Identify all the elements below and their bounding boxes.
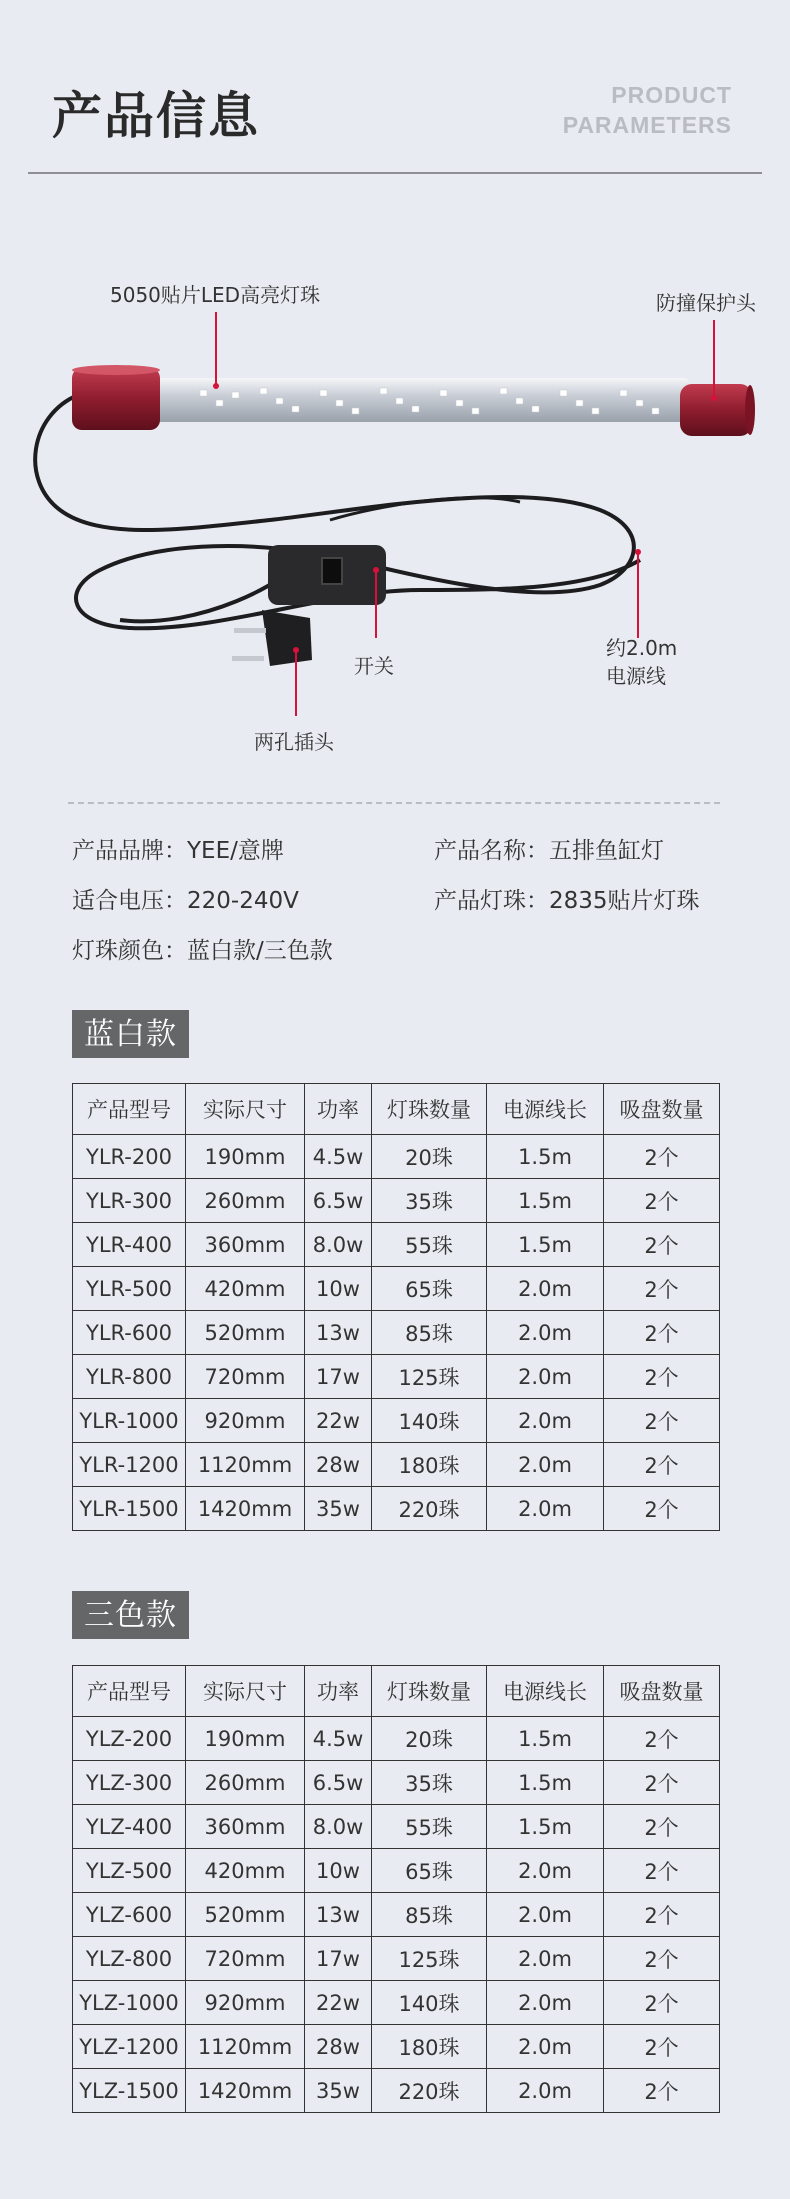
cell-power: 35w [305, 1487, 372, 1531]
cell-model: YLR-1000 [73, 1399, 186, 1443]
cell-size: 360mm [186, 1223, 305, 1267]
table-row [73, 1311, 720, 1355]
cell-suction: 2个 [604, 1761, 720, 1805]
cell-cable: 2.0m [487, 1937, 604, 1981]
cell-size: 1120mm [186, 2025, 305, 2069]
cell-suction: 2个 [604, 1487, 720, 1531]
spec-table-tri-color [72, 1665, 720, 2113]
cell-model: YLR-600 [73, 1311, 186, 1355]
cell-suction: 2个 [604, 1311, 720, 1355]
cell-suction: 2个 [604, 1135, 720, 1179]
cell-suction: 2个 [604, 1893, 720, 1937]
header-divider [28, 172, 762, 174]
cell-power: 8.0w [305, 1805, 372, 1849]
cell-suction: 2个 [604, 1443, 720, 1487]
info-divider [68, 802, 720, 804]
cell-size: 1120mm [186, 1443, 305, 1487]
cell-size: 260mm [186, 1179, 305, 1223]
cell-size: 360mm [186, 1805, 305, 1849]
cell-power: 4.5w [305, 1135, 372, 1179]
cell-cable: 1.5m [487, 1223, 604, 1267]
cell-power: 6.5w [305, 1761, 372, 1805]
cell-cable: 2.0m [487, 1849, 604, 1893]
cell-beads: 180珠 [372, 2025, 487, 2069]
cell-suction: 2个 [604, 1267, 720, 1311]
cell-size: 520mm [186, 1311, 305, 1355]
cell-model: YLR-200 [73, 1135, 186, 1179]
cell-cable: 2.0m [487, 1487, 604, 1531]
cell-model: YLZ-500 [73, 1849, 186, 1893]
cell-cable: 1.5m [487, 1179, 604, 1223]
cell-size: 720mm [186, 1937, 305, 1981]
cell-beads: 85珠 [372, 1311, 487, 1355]
cell-suction: 2个 [604, 1399, 720, 1443]
cell-power: 4.5w [305, 1717, 372, 1761]
subtitle-line-2: PARAMETERS [562, 112, 732, 138]
cell-power: 28w [305, 1443, 372, 1487]
cell-size: 520mm [186, 1893, 305, 1937]
cell-beads: 180珠 [372, 1443, 487, 1487]
cell-beads: 20珠 [372, 1717, 487, 1761]
table-row [73, 1179, 720, 1223]
cell-beads: 85珠 [372, 1893, 487, 1937]
cell-power: 22w [305, 1981, 372, 2025]
cell-power: 6.5w [305, 1179, 372, 1223]
cell-size: 720mm [186, 1355, 305, 1399]
cell-power: 28w [305, 2025, 372, 2069]
cell-suction: 2个 [604, 1805, 720, 1849]
cell-suction: 2个 [604, 1179, 720, 1223]
info-name: 产品名称：五排鱼缸灯 [434, 838, 664, 864]
cell-model: YLZ-1200 [73, 2025, 186, 2069]
cell-beads: 140珠 [372, 1399, 487, 1443]
cell-size: 190mm [186, 1717, 305, 1761]
cell-beads: 65珠 [372, 1267, 487, 1311]
cell-suction: 2个 [604, 2069, 720, 2113]
cell-suction: 2个 [604, 1223, 720, 1267]
subtitle-line-1: PRODUCT [611, 82, 732, 108]
cell-beads: 55珠 [372, 1805, 487, 1849]
cell-cable: 2.0m [487, 1311, 604, 1355]
cell-size: 190mm [186, 1135, 305, 1179]
cell-beads: 35珠 [372, 1761, 487, 1805]
col-cable: 电源线长 [487, 1084, 604, 1135]
cell-power: 35w [305, 2069, 372, 2113]
table-row [73, 1761, 720, 1805]
cell-cable: 2.0m [487, 1893, 604, 1937]
cell-size: 920mm [186, 1981, 305, 2025]
cell-suction: 2个 [604, 2025, 720, 2069]
col-beads: 灯珠数量 [372, 1084, 487, 1135]
callout-cable-label: 电源线 [606, 664, 666, 688]
cell-power: 10w [305, 1267, 372, 1311]
cell-model: YLZ-200 [73, 1717, 186, 1761]
callout-plug: 两孔插头 [254, 730, 334, 754]
table-row [73, 2025, 720, 2069]
callout-cable-length: 约2.0m [606, 636, 678, 660]
cell-model: YLZ-600 [73, 1893, 186, 1937]
info-brand: 产品品牌：YEE/意牌 [72, 838, 284, 864]
section-tag-blue-white: 蓝白款 [72, 1010, 189, 1058]
cell-beads: 140珠 [372, 1981, 487, 2025]
page-title: 产品信息 [52, 87, 260, 145]
cell-suction: 2个 [604, 1937, 720, 1981]
cell-power: 13w [305, 1893, 372, 1937]
cell-size: 260mm [186, 1761, 305, 1805]
table-row [73, 1355, 720, 1399]
callout-cable [606, 634, 677, 690]
page-subtitle [563, 80, 732, 140]
cell-beads: 35珠 [372, 1179, 487, 1223]
cell-cable: 1.5m [487, 1135, 604, 1179]
cell-model: YLZ-300 [73, 1761, 186, 1805]
callout-switch: 开关 [354, 654, 394, 678]
cell-cable: 2.0m [487, 1355, 604, 1399]
cell-beads: 125珠 [372, 1355, 487, 1399]
col-suction: 吸盘数量 [604, 1666, 720, 1717]
table-header-row [73, 1666, 720, 1717]
cell-model: YLZ-1000 [73, 1981, 186, 2025]
cell-power: 13w [305, 1311, 372, 1355]
cell-suction: 2个 [604, 1849, 720, 1893]
table-row [73, 1937, 720, 1981]
col-suction: 吸盘数量 [604, 1084, 720, 1135]
cell-power: 10w [305, 1849, 372, 1893]
info-beads: 产品灯珠：2835贴片灯珠 [434, 888, 700, 914]
col-cable: 电源线长 [487, 1666, 604, 1717]
table-row [73, 1805, 720, 1849]
cell-size: 420mm [186, 1849, 305, 1893]
cell-cable: 2.0m [487, 2025, 604, 2069]
cell-beads: 65珠 [372, 1849, 487, 1893]
cell-cable: 1.5m [487, 1805, 604, 1849]
section-tag-tri-color: 三色款 [72, 1591, 189, 1639]
cell-model: YLR-500 [73, 1267, 186, 1311]
col-power: 功率 [305, 1666, 372, 1717]
cell-model: YLR-1500 [73, 1487, 186, 1531]
cell-beads: 220珠 [372, 1487, 487, 1531]
info-color: 灯珠颜色：蓝白款/三色款 [72, 938, 333, 964]
cell-power: 17w [305, 1937, 372, 1981]
col-power: 功率 [305, 1084, 372, 1135]
cell-model: YLR-800 [73, 1355, 186, 1399]
cell-cable: 2.0m [487, 1399, 604, 1443]
cell-size: 920mm [186, 1399, 305, 1443]
cell-model: YLR-400 [73, 1223, 186, 1267]
product-photo [0, 240, 790, 780]
cell-suction: 2个 [604, 1981, 720, 2025]
cell-cable: 2.0m [487, 2069, 604, 2113]
col-size: 实际尺寸 [186, 1666, 305, 1717]
table-row [73, 1717, 720, 1761]
cell-size: 420mm [186, 1267, 305, 1311]
table-row [73, 1223, 720, 1267]
cell-beads: 220珠 [372, 2069, 487, 2113]
table-header-row [73, 1084, 720, 1135]
cell-cable: 1.5m [487, 1717, 604, 1761]
cell-suction: 2个 [604, 1355, 720, 1399]
cell-beads: 20珠 [372, 1135, 487, 1179]
col-beads: 灯珠数量 [372, 1666, 487, 1717]
callout-protective-cap: 防撞保护头 [656, 291, 756, 315]
cell-cable: 2.0m [487, 1267, 604, 1311]
table-row [73, 1443, 720, 1487]
table-row [73, 1399, 720, 1443]
cell-cable: 1.5m [487, 1761, 604, 1805]
cell-model: YLR-1200 [73, 1443, 186, 1487]
cell-power: 8.0w [305, 1223, 372, 1267]
cell-suction: 2个 [604, 1717, 720, 1761]
cell-cable: 2.0m [487, 1981, 604, 2025]
table-row [73, 1267, 720, 1311]
cell-beads: 55珠 [372, 1223, 487, 1267]
table-row [73, 1981, 720, 2025]
cell-cable: 2.0m [487, 1443, 604, 1487]
table-row [73, 2069, 720, 2113]
info-voltage: 适合电压：220-240V [72, 888, 299, 914]
callout-led-beads: 5050贴片LED高亮灯珠 [110, 283, 321, 307]
cell-model: YLZ-400 [73, 1805, 186, 1849]
cell-model: YLR-300 [73, 1179, 186, 1223]
led-light-illustration [0, 240, 790, 780]
cell-model: YLZ-1500 [73, 2069, 186, 2113]
table-row [73, 1135, 720, 1179]
table-row [73, 1849, 720, 1893]
table-row [73, 1893, 720, 1937]
table-row [73, 1487, 720, 1531]
col-model: 产品型号 [73, 1666, 186, 1717]
cell-power: 17w [305, 1355, 372, 1399]
cell-beads: 125珠 [372, 1937, 487, 1981]
cell-size: 1420mm [186, 2069, 305, 2113]
cell-model: YLZ-800 [73, 1937, 186, 1981]
cell-size: 1420mm [186, 1487, 305, 1531]
col-model: 产品型号 [73, 1084, 186, 1135]
col-size: 实际尺寸 [186, 1084, 305, 1135]
spec-table-blue-white [72, 1083, 720, 1531]
cell-power: 22w [305, 1399, 372, 1443]
